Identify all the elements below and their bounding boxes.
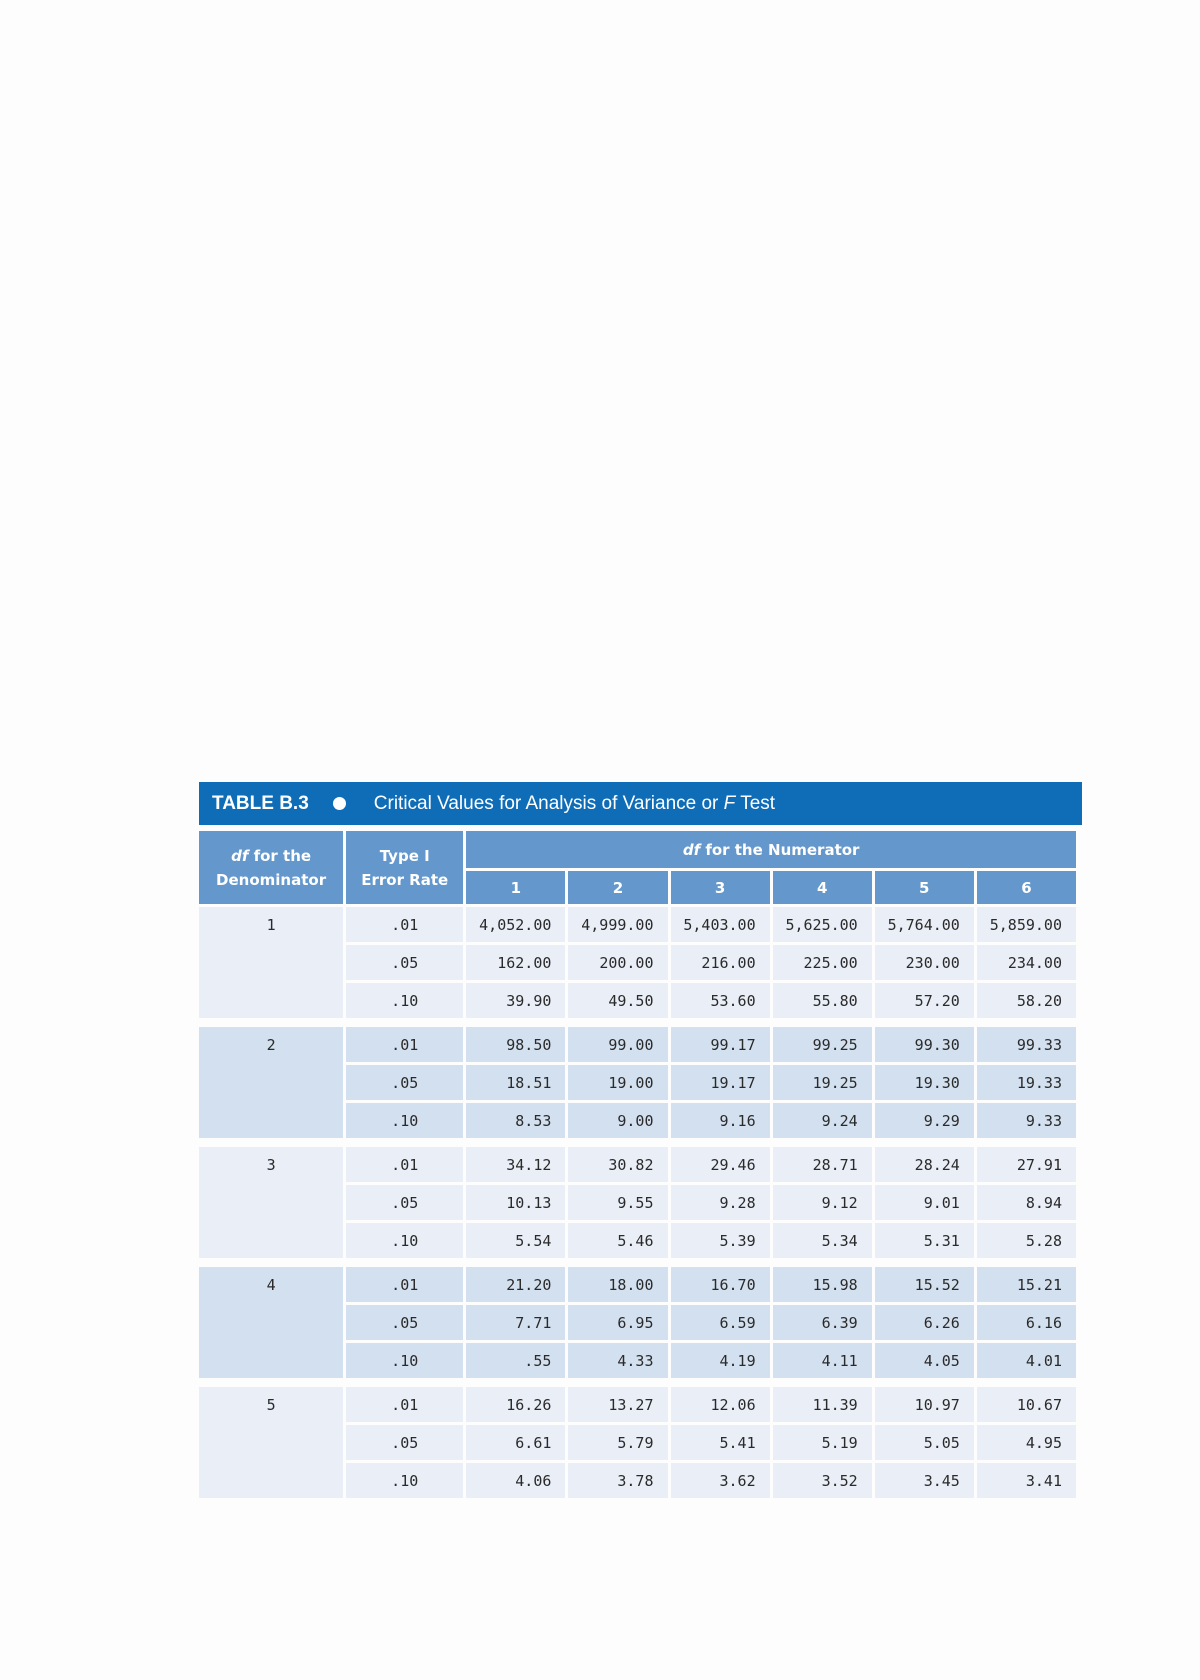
table-row bbox=[199, 1267, 1076, 1302]
group-separator bbox=[199, 1381, 1076, 1384]
error-rate-cell: .10 bbox=[346, 1223, 463, 1258]
critical-value-cell: 39.90 bbox=[466, 983, 565, 1018]
header-den-italic: df bbox=[231, 846, 249, 865]
error-rate-cell: .01 bbox=[346, 1147, 463, 1182]
critical-value-cell: 234.00 bbox=[977, 945, 1076, 980]
header-rate-line1: Type I bbox=[379, 846, 430, 865]
critical-value-cell: 3.45 bbox=[875, 1463, 974, 1498]
header-col-4: 4 bbox=[773, 871, 872, 904]
critical-value-cell: 16.70 bbox=[671, 1267, 770, 1302]
critical-value-cell: 49.50 bbox=[568, 983, 667, 1018]
critical-value-cell: 5.41 bbox=[671, 1425, 770, 1460]
critical-value-cell: 99.33 bbox=[977, 1027, 1076, 1062]
critical-value-cell: 9.28 bbox=[671, 1185, 770, 1220]
critical-value-cell: 216.00 bbox=[671, 945, 770, 980]
separator-cell bbox=[199, 1141, 1076, 1144]
table-row bbox=[199, 1387, 1076, 1422]
critical-value-cell: 5.28 bbox=[977, 1223, 1076, 1258]
error-rate-cell: .10 bbox=[346, 983, 463, 1018]
error-rate-cell: .10 bbox=[346, 1103, 463, 1138]
critical-value-cell: 3.52 bbox=[773, 1463, 872, 1498]
error-rate-cell: .05 bbox=[346, 1305, 463, 1340]
critical-value-cell: 21.20 bbox=[466, 1267, 565, 1302]
table-body bbox=[199, 907, 1076, 1498]
error-rate-cell: .05 bbox=[346, 1185, 463, 1220]
group-separator bbox=[199, 1021, 1076, 1024]
critical-value-cell: 19.33 bbox=[977, 1065, 1076, 1100]
critical-value-cell: 6.26 bbox=[875, 1305, 974, 1340]
critical-value-cell: 53.60 bbox=[671, 983, 770, 1018]
critical-value-cell: 58.20 bbox=[977, 983, 1076, 1018]
header-den-line1: for the bbox=[248, 846, 312, 865]
table-row bbox=[199, 1147, 1076, 1182]
critical-value-cell: 8.94 bbox=[977, 1185, 1076, 1220]
critical-value-cell: 15.21 bbox=[977, 1267, 1076, 1302]
critical-value-cell: 28.24 bbox=[875, 1147, 974, 1182]
error-rate-cell: .10 bbox=[346, 1343, 463, 1378]
critical-value-cell: 18.51 bbox=[466, 1065, 565, 1100]
critical-value-cell: 10.67 bbox=[977, 1387, 1076, 1422]
header-num-rest: for the Numerator bbox=[700, 840, 860, 859]
critical-value-cell: 5.54 bbox=[466, 1223, 565, 1258]
critical-value-cell: 4.11 bbox=[773, 1343, 872, 1378]
critical-value-cell: 4.06 bbox=[466, 1463, 565, 1498]
critical-value-cell: 7.71 bbox=[466, 1305, 565, 1340]
critical-value-cell: 6.95 bbox=[568, 1305, 667, 1340]
critical-value-cell: 99.17 bbox=[671, 1027, 770, 1062]
critical-value-cell: 99.00 bbox=[568, 1027, 667, 1062]
critical-value-cell: 200.00 bbox=[568, 945, 667, 980]
header-numerator bbox=[466, 831, 1076, 868]
df-denominator-cell: 2 bbox=[199, 1027, 343, 1138]
critical-value-cell: 13.27 bbox=[568, 1387, 667, 1422]
header-col-1: 1 bbox=[466, 871, 565, 904]
critical-value-cell: 4.05 bbox=[875, 1343, 974, 1378]
df-denominator-cell: 3 bbox=[199, 1147, 343, 1258]
critical-value-cell: 19.30 bbox=[875, 1065, 974, 1100]
critical-value-cell: 5.31 bbox=[875, 1223, 974, 1258]
critical-value-cell: 5.46 bbox=[568, 1223, 667, 1258]
critical-values-table bbox=[196, 828, 1079, 1501]
critical-value-cell: 4,999.00 bbox=[568, 907, 667, 942]
critical-value-cell: 8.53 bbox=[466, 1103, 565, 1138]
bullet-icon bbox=[333, 797, 346, 810]
critical-value-cell: 19.00 bbox=[568, 1065, 667, 1100]
critical-value-cell: 9.01 bbox=[875, 1185, 974, 1220]
table-label: TABLE B.3 bbox=[212, 792, 309, 814]
critical-value-cell: 6.61 bbox=[466, 1425, 565, 1460]
critical-value-cell: 10.97 bbox=[875, 1387, 974, 1422]
critical-value-cell: 12.06 bbox=[671, 1387, 770, 1422]
critical-value-cell: 230.00 bbox=[875, 945, 974, 980]
critical-value-cell: 34.12 bbox=[466, 1147, 565, 1182]
critical-value-cell: 30.82 bbox=[568, 1147, 667, 1182]
critical-value-cell: 19.17 bbox=[671, 1065, 770, 1100]
critical-value-cell: 5.05 bbox=[875, 1425, 974, 1460]
title-italic: F bbox=[723, 792, 736, 814]
critical-value-cell: 4,052.00 bbox=[466, 907, 565, 942]
table-title bbox=[374, 793, 775, 815]
table-title-bar bbox=[199, 782, 1082, 825]
critical-value-cell: 5,625.00 bbox=[773, 907, 872, 942]
critical-value-cell: 15.98 bbox=[773, 1267, 872, 1302]
critical-value-cell: 6.59 bbox=[671, 1305, 770, 1340]
critical-value-cell: 28.71 bbox=[773, 1147, 872, 1182]
f-table-container bbox=[199, 782, 1082, 1501]
header-den-line2: Denominator bbox=[216, 870, 327, 889]
critical-value-cell: 9.00 bbox=[568, 1103, 667, 1138]
critical-value-cell: 3.78 bbox=[568, 1463, 667, 1498]
header-num-italic: df bbox=[682, 840, 701, 859]
critical-value-cell: 5,403.00 bbox=[671, 907, 770, 942]
critical-value-cell: 225.00 bbox=[773, 945, 872, 980]
critical-value-cell: 9.29 bbox=[875, 1103, 974, 1138]
df-denominator-cell: 4 bbox=[199, 1267, 343, 1378]
title-part1: Critical Values for Analysis of Variance or bbox=[373, 792, 724, 814]
error-rate-cell: .01 bbox=[346, 1267, 463, 1302]
table-row bbox=[199, 907, 1076, 942]
critical-value-cell: 9.55 bbox=[568, 1185, 667, 1220]
error-rate-cell: .05 bbox=[346, 945, 463, 980]
header-col-6: 6 bbox=[977, 871, 1076, 904]
separator-cell bbox=[199, 1381, 1076, 1384]
header-denominator bbox=[199, 831, 343, 904]
header-rate-line2: Error Rate bbox=[361, 870, 449, 889]
critical-value-cell: 29.46 bbox=[671, 1147, 770, 1182]
critical-value-cell: 6.39 bbox=[773, 1305, 872, 1340]
critical-value-cell: 3.41 bbox=[977, 1463, 1076, 1498]
critical-value-cell: 10.13 bbox=[466, 1185, 565, 1220]
header-col-3: 3 bbox=[671, 871, 770, 904]
df-denominator-cell: 5 bbox=[199, 1387, 343, 1498]
critical-value-cell: 57.20 bbox=[875, 983, 974, 1018]
critical-value-cell: 16.26 bbox=[466, 1387, 565, 1422]
critical-value-cell: 5,859.00 bbox=[977, 907, 1076, 942]
critical-value-cell: 9.24 bbox=[773, 1103, 872, 1138]
critical-value-cell: 4.19 bbox=[671, 1343, 770, 1378]
critical-value-cell: 9.12 bbox=[773, 1185, 872, 1220]
header-col-2: 2 bbox=[568, 871, 667, 904]
title-part2: Test bbox=[735, 792, 776, 814]
critical-value-cell: 4.01 bbox=[977, 1343, 1076, 1378]
group-separator bbox=[199, 1261, 1076, 1264]
critical-value-cell: 5.79 bbox=[568, 1425, 667, 1460]
header-col-5: 5 bbox=[875, 871, 974, 904]
critical-value-cell: 98.50 bbox=[466, 1027, 565, 1062]
separator-cell bbox=[199, 1021, 1076, 1024]
critical-value-cell: 9.33 bbox=[977, 1103, 1076, 1138]
error-rate-cell: .01 bbox=[346, 1387, 463, 1422]
critical-value-cell: 5,764.00 bbox=[875, 907, 974, 942]
critical-value-cell: 5.19 bbox=[773, 1425, 872, 1460]
critical-value-cell: 6.16 bbox=[977, 1305, 1076, 1340]
critical-value-cell: .55 bbox=[466, 1343, 565, 1378]
separator-cell bbox=[199, 1261, 1076, 1264]
critical-value-cell: 3.62 bbox=[671, 1463, 770, 1498]
critical-value-cell: 99.30 bbox=[875, 1027, 974, 1062]
critical-value-cell: 9.16 bbox=[671, 1103, 770, 1138]
critical-value-cell: 18.00 bbox=[568, 1267, 667, 1302]
critical-value-cell: 55.80 bbox=[773, 983, 872, 1018]
critical-value-cell: 15.52 bbox=[875, 1267, 974, 1302]
error-rate-cell: .01 bbox=[346, 907, 463, 942]
critical-value-cell: 19.25 bbox=[773, 1065, 872, 1100]
header-error-rate bbox=[346, 831, 463, 904]
critical-value-cell: 162.00 bbox=[466, 945, 565, 980]
group-separator bbox=[199, 1141, 1076, 1144]
critical-value-cell: 99.25 bbox=[773, 1027, 872, 1062]
critical-value-cell: 4.95 bbox=[977, 1425, 1076, 1460]
df-denominator-cell: 1 bbox=[199, 907, 343, 1018]
critical-value-cell: 27.91 bbox=[977, 1147, 1076, 1182]
error-rate-cell: .01 bbox=[346, 1027, 463, 1062]
critical-value-cell: 5.39 bbox=[671, 1223, 770, 1258]
critical-value-cell: 4.33 bbox=[568, 1343, 667, 1378]
error-rate-cell: .10 bbox=[346, 1463, 463, 1498]
table-row bbox=[199, 1027, 1076, 1062]
error-rate-cell: .05 bbox=[346, 1425, 463, 1460]
error-rate-cell: .05 bbox=[346, 1065, 463, 1100]
critical-value-cell: 11.39 bbox=[773, 1387, 872, 1422]
critical-value-cell: 5.34 bbox=[773, 1223, 872, 1258]
